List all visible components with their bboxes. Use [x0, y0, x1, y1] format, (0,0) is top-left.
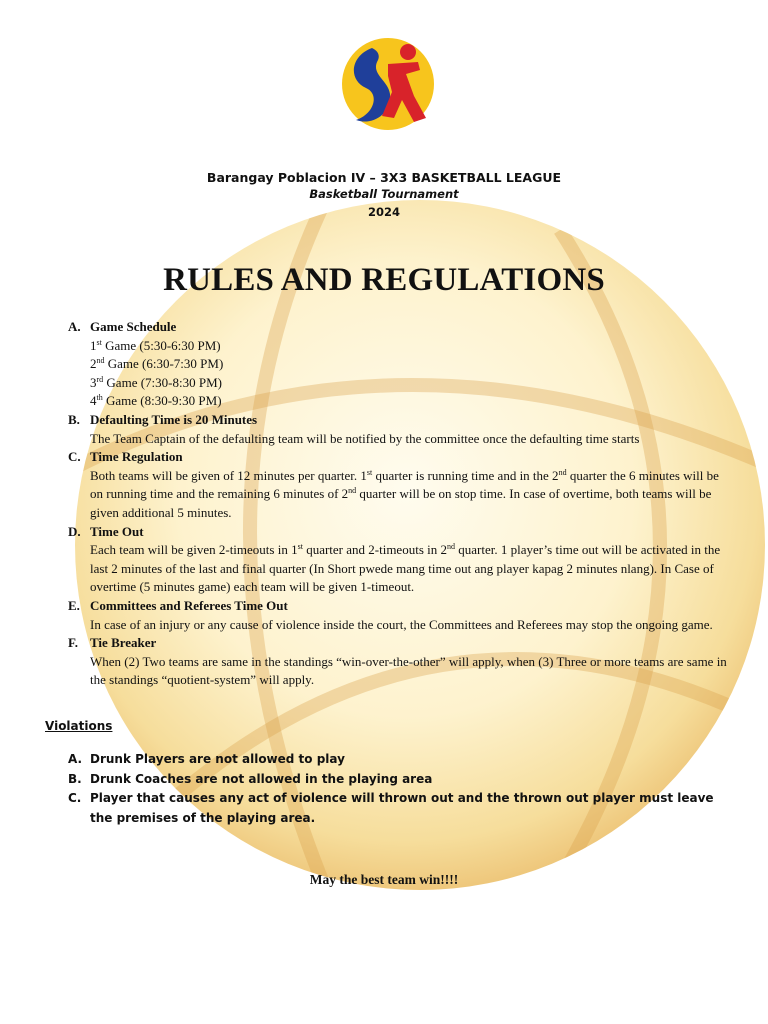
list-letter: C.	[68, 791, 82, 805]
rule-heading-time-regulation	[68, 448, 728, 467]
list-letter: A.	[68, 752, 83, 766]
closing-message: May the best team win!!!!	[309, 872, 459, 887]
game-schedule-list	[68, 337, 728, 411]
list-item	[68, 789, 728, 828]
tournament-year: 2024	[367, 205, 400, 219]
violations-heading: Violations	[45, 719, 113, 733]
league-name: Barangay Poblacion IV – 3X3 BASKETBALL LEAGUE	[206, 170, 562, 185]
rule-text: The Team Captain of the defaulting team will be notified by the committee once the defaulting time starts	[90, 430, 640, 446]
game-slot: 2nd Game (6:30-7:30 PM)	[90, 356, 224, 372]
rules-list	[68, 318, 728, 690]
list-item	[68, 770, 728, 790]
list-letter: B.	[68, 411, 80, 427]
list-letter: E.	[68, 597, 80, 613]
page-title: RULES AND REGULATIONS	[163, 262, 605, 298]
game-slot: 1st Game (5:30-6:30 PM)	[90, 337, 221, 353]
rule-heading-tie-breaker	[68, 634, 728, 653]
rule-heading-game-schedule	[68, 318, 728, 337]
list-letter: C.	[68, 449, 81, 465]
league-logo-icon	[322, 22, 448, 148]
rule-title: Time Out	[90, 523, 144, 539]
list-letter: B.	[68, 771, 82, 786]
rule-title: Committees and Referees Time Out	[90, 597, 288, 613]
violation-text: Drunk Coaches are not allowed in the playing area	[90, 771, 433, 786]
list-item	[68, 750, 728, 770]
list-letter: F.	[68, 635, 78, 651]
rule-title: Game Schedule	[90, 319, 177, 334]
game-slot: 4th Game (8:30-9:30 PM)	[90, 393, 222, 409]
list-letter: D.	[68, 523, 81, 539]
violation-text: Drunk Players are not allowed to play	[90, 752, 345, 766]
game-slot: 3rd Game (7:30-8:30 PM)	[90, 374, 222, 390]
violations-list	[68, 750, 728, 828]
rule-heading-time-out	[68, 523, 728, 542]
rule-heading-defaulting-time	[68, 411, 728, 430]
rule-text: When (2) Two teams are same in the standings “win-over-the-other” will apply, when (3) Three or more teams are same in the standings “quotient-system” will apply.	[90, 653, 727, 688]
rule-title: Defaulting Time is 20 Minutes	[90, 411, 258, 427]
rule-heading-committees-time-out	[68, 597, 728, 616]
rule-text: In case of an injury or any cause of violence inside the court, the Committees and Referees may stop the ongoing game.	[90, 616, 713, 632]
list-letter: A.	[68, 319, 81, 334]
violation-text: Player that causes any act of violence will thrown out and the thrown out player must leave the premises of the playing area.	[90, 791, 714, 825]
tournament-subtitle: Basketball Tournament	[309, 187, 459, 201]
rule-title: Tie Breaker	[90, 635, 157, 651]
rule-text: Both teams will be given of 12 minutes per quarter. 1st quarter is running time and in the 2nd quarter the 6 minutes will be on running time and the remaining 6 minutes of 2nd quarter will be on stop time. In case of overtime, both teams will be given additional 5 minutes.	[90, 467, 719, 520]
rule-title: Time Regulation	[90, 449, 183, 465]
rule-text: Each team will be given 2-timeouts in 1st quarter and 2-timeouts in 2nd quarter. 1 player’s time out will be activated in the last 2 minutes of the last and final quarter (In Short pwede mang time out ang player kapag 2 minutes nlang). In Case of overtime (5 minutes game) each team will be given 1-timeout.	[90, 542, 721, 595]
